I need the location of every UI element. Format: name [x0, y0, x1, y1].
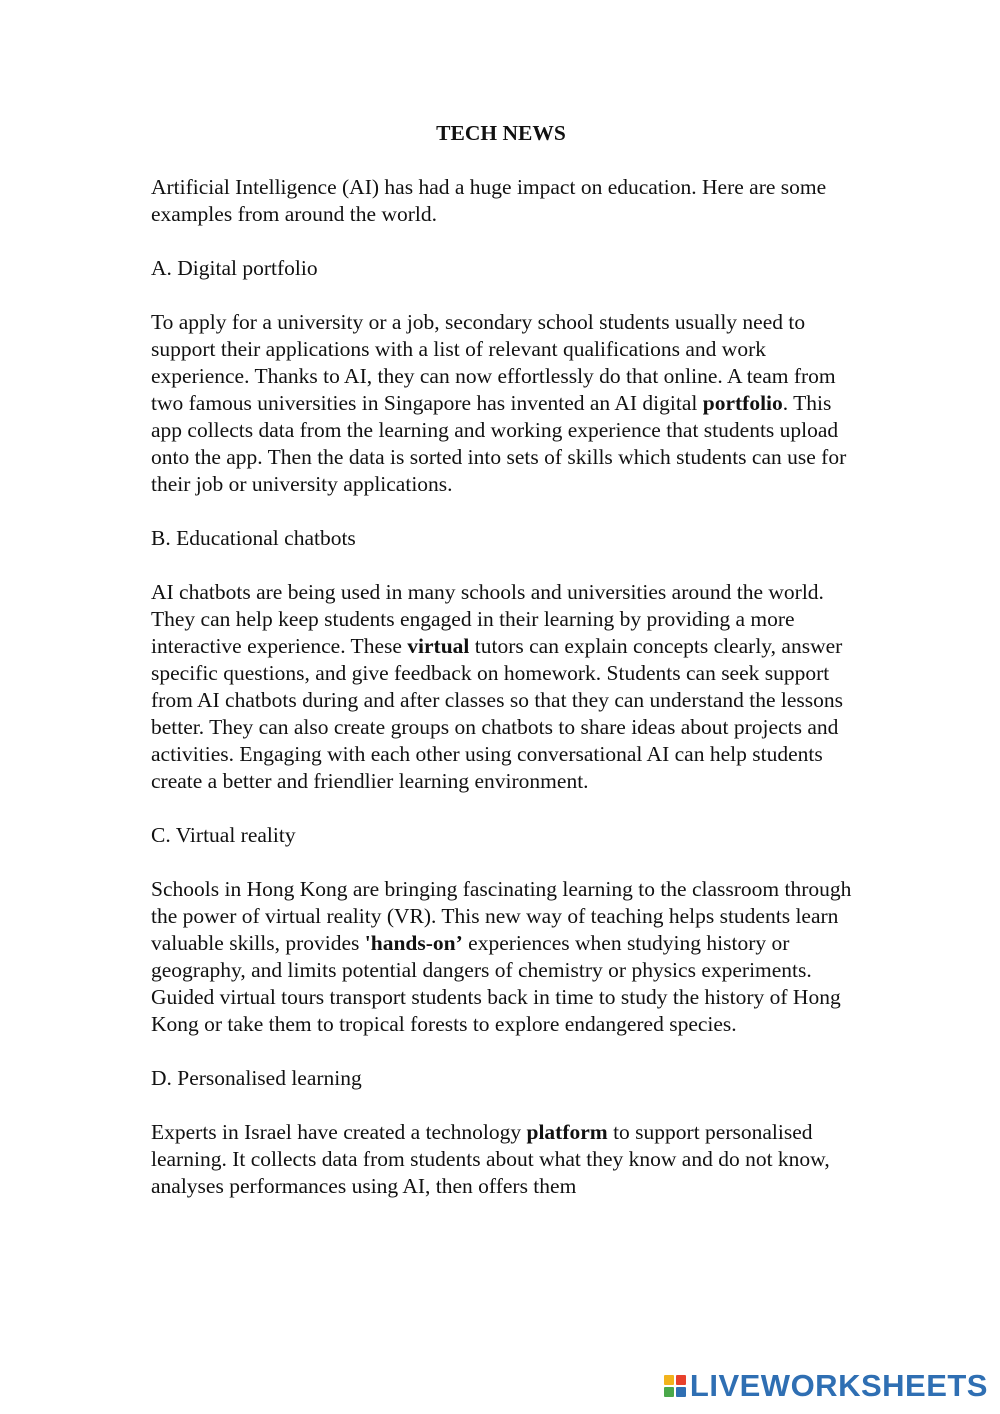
section-body-a: [151, 309, 861, 498]
section-heading-d: D. Personalised learning: [151, 1066, 362, 1090]
section-heading-c: C. Virtual reality: [151, 823, 296, 847]
logo-mark-icon: [664, 1375, 686, 1397]
section-heading-a: A. Digital portfolio: [151, 256, 318, 280]
key-word: portfolio: [702, 391, 783, 415]
section-text: experiences when studying history or geography, and limits potential dangers of chemistry or physics experiments. Guided virtual tours transport students back in time to study the history of Hong Kong or take them to tropical forests to explore endangered species.: [151, 931, 841, 1036]
section-text: to support personalised learning. It collects data from students about what they know and do not know, analyses performances using AI, then offers them: [151, 1120, 830, 1198]
section-text: AI chatbots are being used in many schools and universities around the world. They can help keep students engaged in their learning by providing a more interactive experience. These: [151, 580, 824, 658]
section-body-b: [151, 579, 861, 795]
logo-text: LIVEWORKSHEETS: [689, 1368, 988, 1403]
section-text: . This app collects data from the learning and working experience that students upload onto the app. Then the data is sorted into sets of skills which students can use for their job or university applications.: [151, 391, 847, 496]
worksheet-page: [151, 120, 861, 1227]
logo-tile-icon: [664, 1375, 674, 1385]
logo-tile-icon: [664, 1387, 674, 1397]
liveworksheets-logo: [664, 1368, 988, 1404]
section-text: Experts in Israel have created a technology: [151, 1120, 527, 1144]
logo-tile-icon: [676, 1375, 686, 1385]
key-word: platform: [526, 1120, 608, 1144]
key-word: virtual: [407, 634, 470, 658]
section-text: To apply for a university or a job, secondary school students usually need to support their applications with a list of relevant qualifications and work experience. Thanks to AI, they can now effortlessly do that online. A team from two famous universities in Singapore has invented an AI digital: [151, 310, 836, 415]
key-word: 'hands-on’: [364, 931, 463, 955]
section-body-d: [151, 1119, 861, 1200]
section-heading-b: B. Educational chatbots: [151, 526, 356, 550]
logo-tile-icon: [676, 1387, 686, 1397]
section-body-c: [151, 876, 861, 1038]
page-title: TECH NEWS: [436, 121, 566, 145]
section-text: tutors can explain concepts clearly, answer specific questions, and give feedback on homework. Students can seek support from AI chatbots during and after classes so that they can understand the lessons better. They can also create groups on chatbots to share ideas about projects and activities. Engaging with each other using conversational AI can help students create a better and friendlier learning environment.: [151, 634, 843, 793]
section-text: Schools in Hong Kong are bringing fascinating learning to the classroom through the power of virtual reality (VR). This new way of teaching helps students learn valuable skills, provides: [151, 877, 852, 955]
intro-paragraph: Artificial Intelligence (AI) has had a huge impact on education. Here are some examples from around the world.: [151, 175, 827, 226]
